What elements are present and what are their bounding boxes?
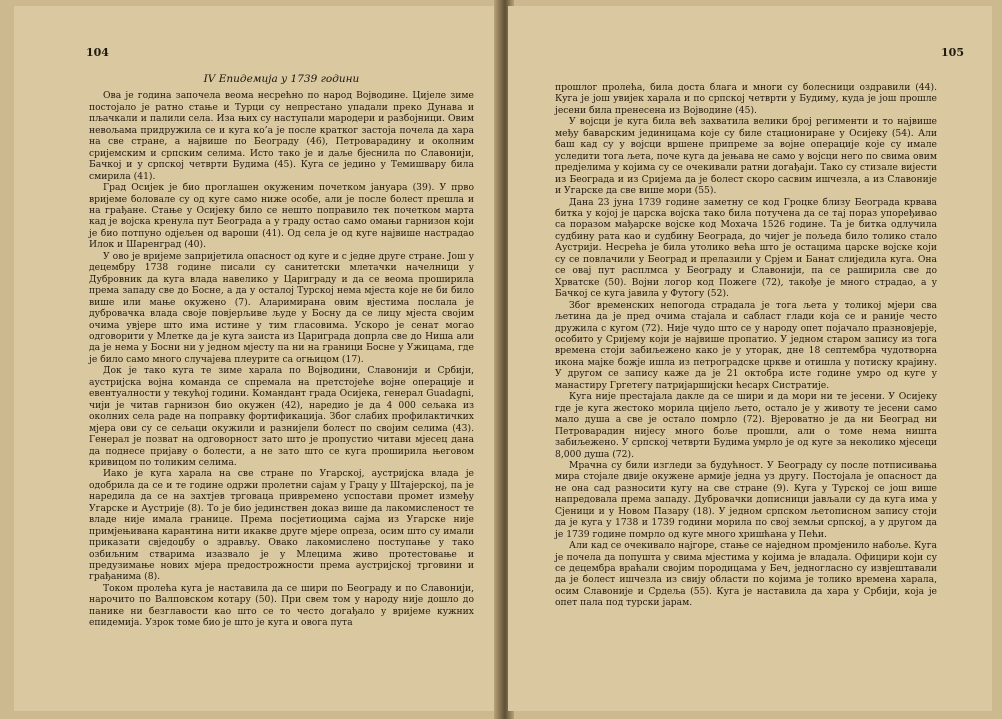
right-page [508, 6, 992, 711]
left-page [14, 6, 500, 711]
paragraph: Град Осијек је био проглашен окуженим почетком јануара (39). У прво вријеме боловале су од куге само ниже особе, али је после болест прешла и на грађане. Стање у Осијеку било се нешто поправило тек почетком марта кад је војска кренула пут Београда а у граду остао само омањи гарнизон који је био потпуно одјељен од вароши (41). Од села је од куге највише настрадао Илок и Шаренград (40). [89, 182, 474, 251]
paragraph: Због временских непогода страдала је тога љета у толикој мјери сва љетина да је пред очима стајала и сабласт глади која се и раније често дружила с кугом (72). Није чудо што се у народу опет појачало празновјерје, особито у Сријему који је највише пропатио. У једном старом запису из тога времена стоји забиљежено како је у уторак, дне 18 септембра чудотворна икона мајке божје ишла из петроградске цркве и отишла у потиску крајину. У другом се запису каже да је 21 октобра исте године умро од куге у манастиру Гргетегу патријаршијски ћесарх Систратије. [555, 299, 937, 391]
paragraph: Куга није престајала дакле да се шири и да мори ни те јесени. У Осијеку где је куга жестоко морила цијело љето, остало је у животу те јесени само мало душа а све је остало помрло (72). Вјероватно је да ни Београд ни Петроварадин нијесу много боље прошли, али о томе нема ништа забиљежено. У српској четврти Будима умрло је од куге за неколико мјесеци 8,000 душа (72). [555, 391, 937, 460]
paragraph: прошлог пролећа, била доста блага и многи су болесници оздравили (44). Куга је још увијек харала и по српској четврти у Будиму, куда је још прошле јесени била пренесена из Војводине (45). [555, 82, 937, 116]
right-page-text [555, 82, 937, 609]
paragraph: Дана 23 јуна 1739 године заметну се код Гроцке близу Београда крвава битка у којој је царска војска тако била потучена да се тај пораз упоређивао са поразом мађарске војске код Мохача 1526 године. Та је битка одлучила судбину рата као и судбину Београда, до чијег је пољеда било толико стало Аустрији. Несрећа је била утолико већа што је остацима царске војске који су се повлачили у Београд и прелазили у Срјем и Банат слиједила куга. Она се овај пут расплмса у Београду и Славонији, па се раширила све до Хрватске (50). Војни логор код Пожеге (72), такође је много страдао, а у Бачкој се куга јавила у Футогу (52). [555, 196, 937, 300]
paragraph: Мрачна су били изгледи за будућност. У Београду су после потписивања мира стојале двије окужене армије једна уз другу. Постојала је опасност да не она сад разносити кугу на све стране (9). Куга у Турској се још више напредовала према западу. Дубровачки дописници јављали су да куга има у Сјеници и у Новом Пазару (18). У једном српском љетописном запису стоји да је куга у 1738 и 1739 години морила по свој земљи српској, а у другом да је 1739 године помрло од куге много хришћана у Пећи. [555, 459, 937, 540]
page-number-right: 105 [941, 46, 964, 59]
paragraph: У војсци је куга била већ захватила велики број регименти и то највише међу баварским јединицама које су биле стациониране у Осијеку (54). Али баш кад су у војсци вршене припреме за војне операције које су имале уследити тога љета, поче куга да јењава не само у војсци него по свима овим предјелима у којима су се очекивали ратни догађаји. Тако су стизале вијести из Београда и из Сријема да је болест скоро сасвим ишчезла, а из Славоније и Угарске да све више мори (55). [555, 116, 937, 197]
paragraph: Ова је година започела веома несрећно по народ Војводине. Цијеле зиме постојало је ратно стање и Турци су непрестано упадали преко Дунава и пљачкали и палили села. Иза њих су наступали мародери и разбојници. Овим невољама придружила се и куга ко’а је после кратког застоја почела да хара на све стране, а највише по Београду (46), Петроварадину и околним сријемским и српским селима. Исто тако је и даље бјеснила по Славонији, Бачкој и у српској четврти Будима (45). Куга се једино у Темишвару била смирила (41). [89, 90, 474, 182]
paragraph: У ово је вријеме запријетила опасност од куге и с једне друге стране. Још у децембру 1738 године писали су санитетски млетачки начелници у Дубровник да куга влада навелико у Цариграду и да се веома проширила према западу све до Босне, а да у осталој Турској нема мјеста које не би било више или мање окужено (7). Аларимирана овим вјестима послала је дубровачка влада своје повјерљиве људе у Босну да се лицу мјеста својим очима увјере што има истине у тим гласовима. Ускоро је сенат могао одговорити у Млетке да је куга заиста из Цариграда допрла све до Ниша али да је нема у Босни ни у једном мјесту па ни на граници Босне у Ужицама, где је било само много случајева плеурите са огњицом (17). [89, 250, 474, 365]
paragraph: Иако је куга харала на све стране по Угарској, аустријска влада је одобрила да се и те године одржи пролетни сајам у Грацу у Штајерској, па је наредила да се на захтјев трговаца привремено успостави промет између Угарске и Аустрије (8). То је био јединствен доказ више да лакомисленост те владе није имала границе. Према посјетиоцима сајма из Угарске није примјењивана карантина нити икакве друге мјере опреза, осим што су имали приказати свједоџбу о здрављу. Овако лакомислено поступање у тако озбиљним стварима изазвало је у Млецима живо протестовање и предузимање нових мјера предострожности према аустријској трговини и грађанима (8). [89, 468, 474, 583]
chapter-heading: IV Епидемија у 1739 години [203, 73, 360, 85]
paragraph: Док је тако куга те зиме харала по Војводини, Славонији и Србији, аустријска војна команда се спремала на претстојеће војне операције и евентуалности у текућој години. Командант града Осијека, генерал Guadagni, чији је читав гарнизон био окужен (42), наредио је да 4 000 сељака из околних села раде на поправку фортификација. Због слабих профилактичких мјера ови су се сељаци окужили и разнијели болест по својим селима (43). Генерал је позват на одговорност зато што је пропустио читави мјесец дана да поднесе пријаву о болести, а не зато што се куга проширила његовом кривицом по толиким селима. [89, 365, 474, 468]
left-page-text [89, 74, 474, 629]
paragraph: Током пролећа куга је наставила да се шири по Београду и по Славонији, нарочито по Валповском котару (50). При свем том у народу није дошло до панике ни безглавости као што се то често догађало у вријеме кужних епидемија. Узрок томе био је што је куга и овога пута [89, 582, 474, 629]
page-number-left: 104 [86, 46, 109, 59]
paragraph: Али кад се очекивало најгоре, стање се наједном промјенило набоље. Куга је почела да попушта у свима мјестима у којима је владала. Официри који су се децембра враћали својим породицама у Беч, једногласно су извјештавали да је болест ишчезла из свију области по којима је толико времена харала, осим Славоније и Срдеља (55). Куга је наставила да хара у Србији, која је опет пала под турски јарам. [555, 540, 937, 609]
